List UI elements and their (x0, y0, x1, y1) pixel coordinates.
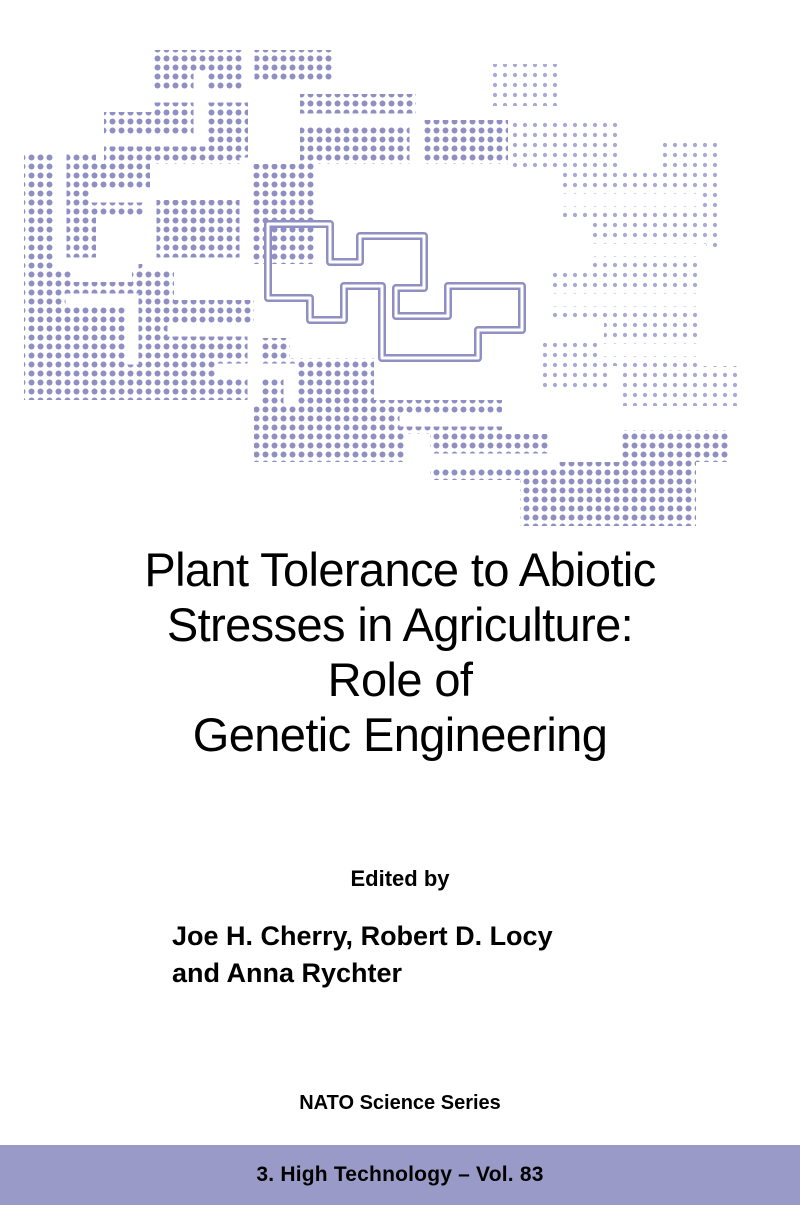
editor-line-1: Joe H. Cherry, Robert D. Locy (172, 921, 553, 951)
edited-by-label: Edited by (350, 866, 450, 891)
title-line-4: Genetic Engineering (192, 708, 608, 761)
series-volume-text: 3. High Technology – Vol. 83 (256, 1163, 544, 1186)
title-line-3: Role of (327, 653, 473, 706)
maze-pattern-graphic (0, 0, 800, 540)
editor-line-2: and Anna Rychter (172, 958, 403, 988)
series-volume-band (0, 1145, 800, 1205)
editors-list (0, 918, 800, 992)
series-name: NATO Science Series (299, 1092, 501, 1114)
title-line-2: Stresses in Agriculture: (166, 598, 634, 651)
page-title (0, 542, 800, 762)
cover-artwork (0, 0, 800, 540)
title-line-1: Plant Tolerance to Abiotic (144, 543, 656, 596)
